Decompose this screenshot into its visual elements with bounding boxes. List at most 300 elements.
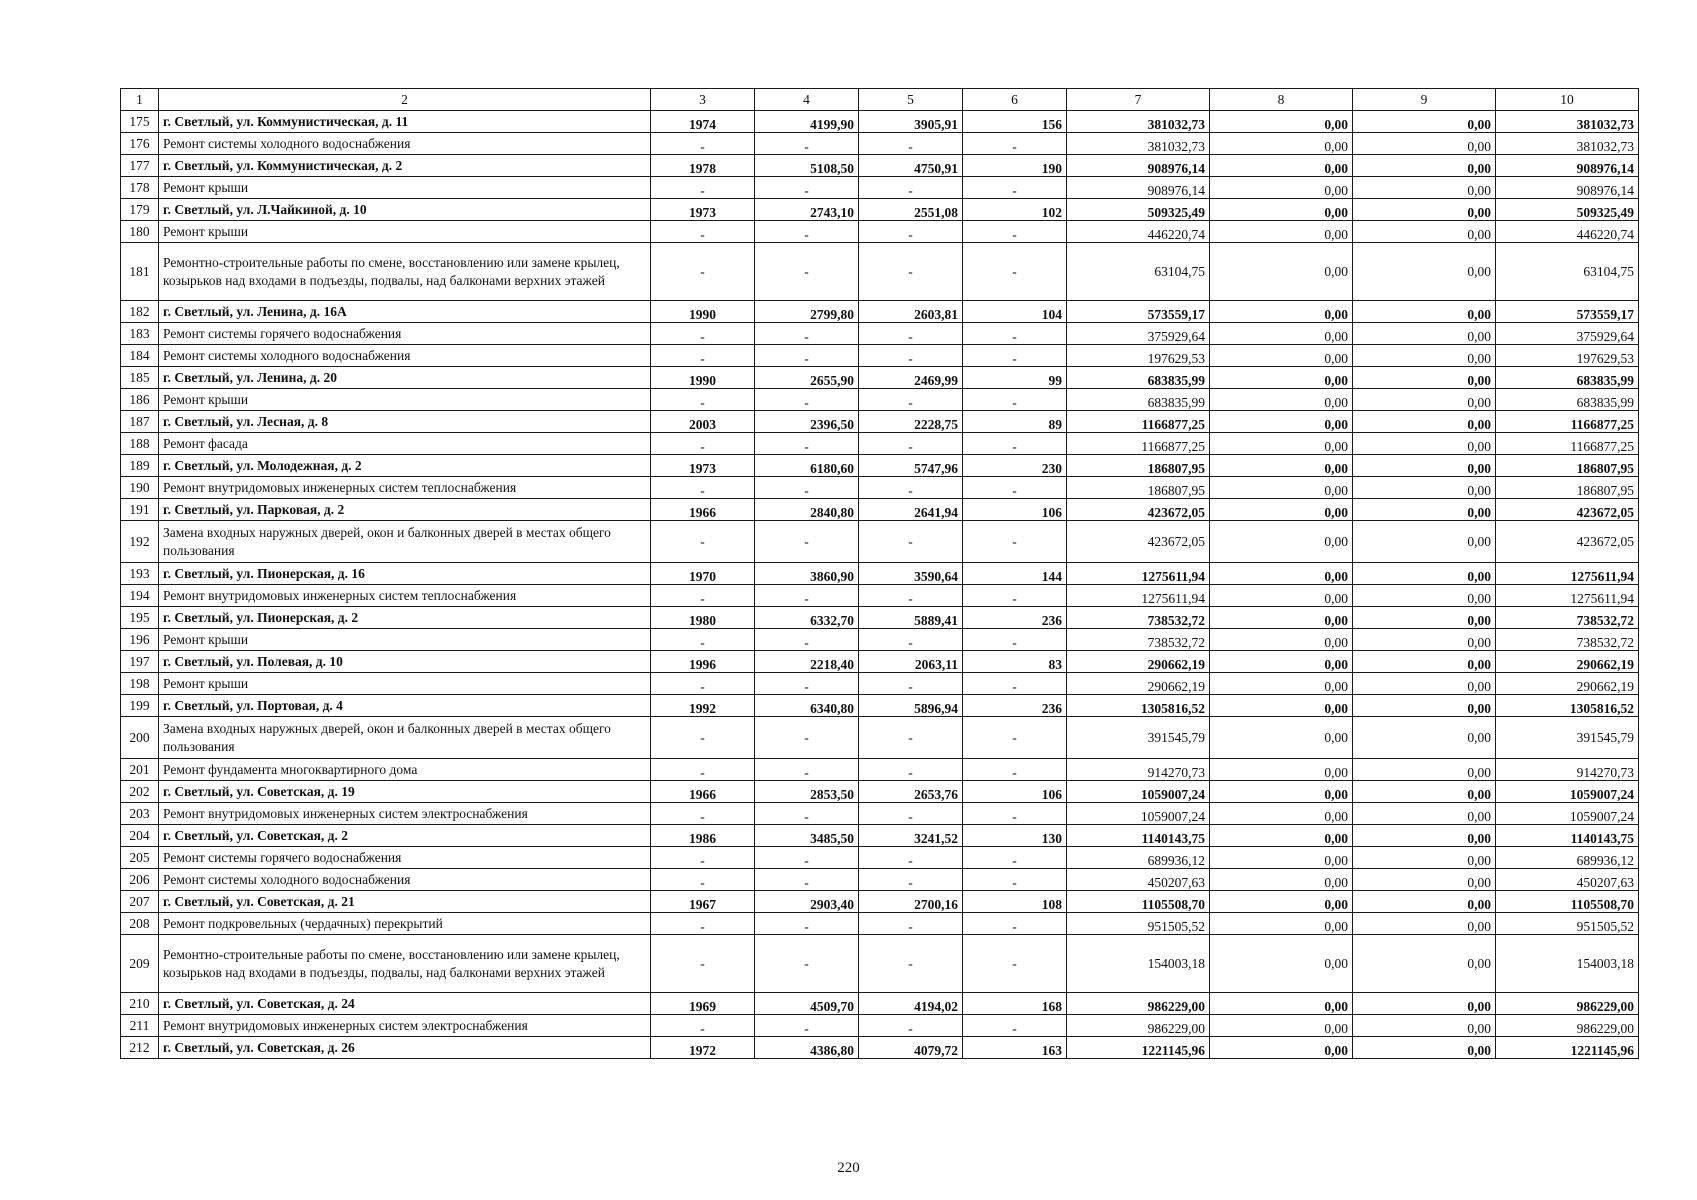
year-cell: -	[651, 477, 755, 499]
col8-value-cell: 0,00	[1210, 455, 1353, 477]
living-area-cell: -	[859, 673, 963, 695]
column-header: 7	[1067, 89, 1210, 111]
row-number: 202	[121, 781, 159, 803]
col8-value-cell: 0,00	[1210, 673, 1353, 695]
row-number: 178	[121, 177, 159, 199]
living-area-cell: 2063,11	[859, 651, 963, 673]
total-cost-cell: 290662,19	[1067, 673, 1210, 695]
row-number: 190	[121, 477, 159, 499]
capital-repair-table	[120, 88, 1639, 1059]
col10-value-cell: 1221145,96	[1496, 1037, 1639, 1059]
row-description: г. Светлый, ул. Л.Чайкиной, д. 10	[159, 199, 651, 221]
year-cell: -	[651, 1015, 755, 1037]
col8-value-cell: 0,00	[1210, 935, 1353, 993]
col9-value-cell: 0,00	[1353, 869, 1496, 891]
column-header: 3	[651, 89, 755, 111]
col8-value-cell: 0,00	[1210, 199, 1353, 221]
table-row	[121, 825, 1639, 847]
col8-value-cell: 0,00	[1210, 563, 1353, 585]
col10-value-cell: 689936,12	[1496, 847, 1639, 869]
table-row	[121, 585, 1639, 607]
table-row	[121, 323, 1639, 345]
table-row	[121, 367, 1639, 389]
col9-value-cell: 0,00	[1353, 717, 1496, 759]
residents-cell: -	[963, 673, 1067, 695]
col8-value-cell: 0,00	[1210, 367, 1353, 389]
living-area-cell: -	[859, 133, 963, 155]
year-cell: 2003	[651, 411, 755, 433]
living-area-cell: 5896,94	[859, 695, 963, 717]
table-row	[121, 499, 1639, 521]
area-cell: 6332,70	[755, 607, 859, 629]
col10-value-cell: 908976,14	[1496, 155, 1639, 177]
residents-cell: 106	[963, 499, 1067, 521]
year-cell: 1972	[651, 1037, 755, 1059]
table-row	[121, 433, 1639, 455]
residents-cell: -	[963, 323, 1067, 345]
col9-value-cell: 0,00	[1353, 825, 1496, 847]
row-description: Замена входных наружных дверей, окон и балконных дверей в местах общего пользования	[159, 717, 651, 759]
row-description: г. Светлый, ул. Лесная, д. 8	[159, 411, 651, 433]
col8-value-cell: 0,00	[1210, 695, 1353, 717]
area-cell: -	[755, 869, 859, 891]
row-number: 194	[121, 585, 159, 607]
living-area-cell: -	[859, 345, 963, 367]
row-description: Ремонт системы горячего водоснабжения	[159, 323, 651, 345]
year-cell: -	[651, 847, 755, 869]
row-number: 208	[121, 913, 159, 935]
col9-value-cell: 0,00	[1353, 673, 1496, 695]
area-cell: 4199,90	[755, 111, 859, 133]
total-cost-cell: 450207,63	[1067, 869, 1210, 891]
living-area-cell: -	[859, 477, 963, 499]
year-cell: 1986	[651, 825, 755, 847]
living-area-cell: 2641,94	[859, 499, 963, 521]
table-row	[121, 221, 1639, 243]
table-row	[121, 389, 1639, 411]
col9-value-cell: 0,00	[1353, 913, 1496, 935]
total-cost-cell: 986229,00	[1067, 993, 1210, 1015]
row-description: Ремонт фундамента многоквартирного дома	[159, 759, 651, 781]
area-cell: 2853,50	[755, 781, 859, 803]
col8-value-cell: 0,00	[1210, 221, 1353, 243]
living-area-cell: -	[859, 243, 963, 301]
col8-value-cell: 0,00	[1210, 717, 1353, 759]
col9-value-cell: 0,00	[1353, 389, 1496, 411]
total-cost-cell: 509325,49	[1067, 199, 1210, 221]
area-cell: -	[755, 803, 859, 825]
area-cell: -	[755, 133, 859, 155]
col10-value-cell: 986229,00	[1496, 1015, 1639, 1037]
year-cell: -	[651, 717, 755, 759]
col9-value-cell: 0,00	[1353, 607, 1496, 629]
row-number: 205	[121, 847, 159, 869]
total-cost-cell: 446220,74	[1067, 221, 1210, 243]
row-number: 181	[121, 243, 159, 301]
row-number: 191	[121, 499, 159, 521]
total-cost-cell: 423672,05	[1067, 521, 1210, 563]
col8-value-cell: 0,00	[1210, 847, 1353, 869]
row-description: Ремонт внутридомовых инженерных систем электроснабжения	[159, 1015, 651, 1037]
total-cost-cell: 1305816,52	[1067, 695, 1210, 717]
col9-value-cell: 0,00	[1353, 455, 1496, 477]
year-cell: -	[651, 759, 755, 781]
area-cell: -	[755, 935, 859, 993]
col9-value-cell: 0,00	[1353, 367, 1496, 389]
living-area-cell: 2228,75	[859, 411, 963, 433]
col10-value-cell: 1305816,52	[1496, 695, 1639, 717]
row-description: Ремонт фасада	[159, 433, 651, 455]
living-area-cell: 3905,91	[859, 111, 963, 133]
col8-value-cell: 0,00	[1210, 869, 1353, 891]
area-cell: 3485,50	[755, 825, 859, 847]
col8-value-cell: 0,00	[1210, 651, 1353, 673]
table-row	[121, 717, 1639, 759]
area-cell: 2799,80	[755, 301, 859, 323]
table-row	[121, 695, 1639, 717]
col9-value-cell: 0,00	[1353, 803, 1496, 825]
col9-value-cell: 0,00	[1353, 411, 1496, 433]
col10-value-cell: 1166877,25	[1496, 433, 1639, 455]
residents-cell: -	[963, 759, 1067, 781]
living-area-cell: -	[859, 585, 963, 607]
area-cell: -	[755, 673, 859, 695]
residents-cell: -	[963, 433, 1067, 455]
col8-value-cell: 0,00	[1210, 499, 1353, 521]
area-cell: 2743,10	[755, 199, 859, 221]
living-area-cell: 3590,64	[859, 563, 963, 585]
row-description: Ремонтно-строительные работы по смене, восстановлению или замене крылец, козырьков над входами в подъезды, подвалы, над балконами верхних этажей	[159, 243, 651, 301]
area-cell: 6340,80	[755, 695, 859, 717]
row-number: 212	[121, 1037, 159, 1059]
column-header: 5	[859, 89, 963, 111]
total-cost-cell: 63104,75	[1067, 243, 1210, 301]
table-row	[121, 891, 1639, 913]
area-cell: -	[755, 759, 859, 781]
table-row	[121, 847, 1639, 869]
row-description: Ремонт крыши	[159, 221, 651, 243]
table-row	[121, 803, 1639, 825]
living-area-cell: -	[859, 759, 963, 781]
row-description: г. Светлый, ул. Полевая, д. 10	[159, 651, 651, 673]
col9-value-cell: 0,00	[1353, 323, 1496, 345]
area-cell: -	[755, 433, 859, 455]
residents-cell: -	[963, 935, 1067, 993]
col9-value-cell: 0,00	[1353, 301, 1496, 323]
table-row	[121, 629, 1639, 651]
row-number: 210	[121, 993, 159, 1015]
col10-value-cell: 63104,75	[1496, 243, 1639, 301]
row-number: 177	[121, 155, 159, 177]
residents-cell: -	[963, 133, 1067, 155]
row-number: 207	[121, 891, 159, 913]
residents-cell: -	[963, 521, 1067, 563]
col10-value-cell: 738532,72	[1496, 629, 1639, 651]
row-number: 209	[121, 935, 159, 993]
year-cell: -	[651, 673, 755, 695]
col8-value-cell: 0,00	[1210, 301, 1353, 323]
row-number: 192	[121, 521, 159, 563]
area-cell: 4509,70	[755, 993, 859, 1015]
living-area-cell: -	[859, 221, 963, 243]
year-cell: 1969	[651, 993, 755, 1015]
row-description: Ремонт крыши	[159, 389, 651, 411]
col10-value-cell: 197629,53	[1496, 345, 1639, 367]
year-cell: -	[651, 345, 755, 367]
year-cell: -	[651, 177, 755, 199]
row-number: 199	[121, 695, 159, 717]
area-cell: -	[755, 717, 859, 759]
residents-cell: -	[963, 717, 1067, 759]
row-number: 211	[121, 1015, 159, 1037]
year-cell: 1970	[651, 563, 755, 585]
col8-value-cell: 0,00	[1210, 521, 1353, 563]
row-description: г. Светлый, ул. Ленина, д. 16А	[159, 301, 651, 323]
row-number: 196	[121, 629, 159, 651]
area-cell: 2218,40	[755, 651, 859, 673]
total-cost-cell: 1140143,75	[1067, 825, 1210, 847]
col9-value-cell: 0,00	[1353, 847, 1496, 869]
table-row	[121, 935, 1639, 993]
col10-value-cell: 154003,18	[1496, 935, 1639, 993]
area-cell: 2396,50	[755, 411, 859, 433]
year-cell: -	[651, 869, 755, 891]
living-area-cell: -	[859, 847, 963, 869]
area-cell: -	[755, 323, 859, 345]
table-row	[121, 455, 1639, 477]
col9-value-cell: 0,00	[1353, 345, 1496, 367]
living-area-cell: -	[859, 913, 963, 935]
col10-value-cell: 186807,95	[1496, 455, 1639, 477]
residents-cell: -	[963, 585, 1067, 607]
row-description: Ремонт подкровельных (чердачных) перекрытий	[159, 913, 651, 935]
year-cell: -	[651, 221, 755, 243]
row-description: г. Светлый, ул. Молодежная, д. 2	[159, 455, 651, 477]
total-cost-cell: 683835,99	[1067, 389, 1210, 411]
header-row	[121, 89, 1639, 111]
year-cell: 1980	[651, 607, 755, 629]
col8-value-cell: 0,00	[1210, 585, 1353, 607]
col9-value-cell: 0,00	[1353, 177, 1496, 199]
row-description: Ремонт крыши	[159, 177, 651, 199]
row-description: г. Светлый, ул. Ленина, д. 20	[159, 367, 651, 389]
living-area-cell: -	[859, 803, 963, 825]
total-cost-cell: 154003,18	[1067, 935, 1210, 993]
col8-value-cell: 0,00	[1210, 177, 1353, 199]
col8-value-cell: 0,00	[1210, 1015, 1353, 1037]
col9-value-cell: 0,00	[1353, 629, 1496, 651]
residents-cell: 106	[963, 781, 1067, 803]
table-row	[121, 111, 1639, 133]
row-number: 203	[121, 803, 159, 825]
residents-cell: -	[963, 869, 1067, 891]
living-area-cell: -	[859, 869, 963, 891]
year-cell: 1973	[651, 199, 755, 221]
total-cost-cell: 1059007,24	[1067, 803, 1210, 825]
living-area-cell: 4194,02	[859, 993, 963, 1015]
col9-value-cell: 0,00	[1353, 759, 1496, 781]
year-cell: 1990	[651, 301, 755, 323]
row-number: 183	[121, 323, 159, 345]
year-cell: 1992	[651, 695, 755, 717]
total-cost-cell: 573559,17	[1067, 301, 1210, 323]
residents-cell: 236	[963, 695, 1067, 717]
year-cell: 1967	[651, 891, 755, 913]
table-row	[121, 913, 1639, 935]
area-cell: -	[755, 177, 859, 199]
table-body	[121, 89, 1639, 1059]
area-cell: 2840,80	[755, 499, 859, 521]
residents-cell: 108	[963, 891, 1067, 913]
residents-cell: 102	[963, 199, 1067, 221]
residents-cell: -	[963, 847, 1067, 869]
year-cell: -	[651, 323, 755, 345]
row-number: 197	[121, 651, 159, 673]
living-area-cell: 5889,41	[859, 607, 963, 629]
total-cost-cell: 1166877,25	[1067, 411, 1210, 433]
area-cell: -	[755, 913, 859, 935]
living-area-cell: 4079,72	[859, 1037, 963, 1059]
table-row	[121, 563, 1639, 585]
year-cell: 1974	[651, 111, 755, 133]
row-number: 180	[121, 221, 159, 243]
total-cost-cell: 986229,00	[1067, 1015, 1210, 1037]
area-cell: -	[755, 585, 859, 607]
col9-value-cell: 0,00	[1353, 433, 1496, 455]
total-cost-cell: 914270,73	[1067, 759, 1210, 781]
column-header: 6	[963, 89, 1067, 111]
col9-value-cell: 0,00	[1353, 993, 1496, 1015]
col9-value-cell: 0,00	[1353, 111, 1496, 133]
living-area-cell: -	[859, 717, 963, 759]
col10-value-cell: 290662,19	[1496, 673, 1639, 695]
table-row	[121, 607, 1639, 629]
row-description: г. Светлый, ул. Советская, д. 24	[159, 993, 651, 1015]
total-cost-cell: 683835,99	[1067, 367, 1210, 389]
table-row	[121, 177, 1639, 199]
col9-value-cell: 0,00	[1353, 695, 1496, 717]
area-cell: -	[755, 389, 859, 411]
row-description: Замена входных наружных дверей, окон и балконных дверей в местах общего пользования	[159, 521, 651, 563]
area-cell: -	[755, 629, 859, 651]
year-cell: -	[651, 913, 755, 935]
col9-value-cell: 0,00	[1353, 499, 1496, 521]
col10-value-cell: 914270,73	[1496, 759, 1639, 781]
total-cost-cell: 1105508,70	[1067, 891, 1210, 913]
table-row	[121, 301, 1639, 323]
residents-cell: -	[963, 221, 1067, 243]
col8-value-cell: 0,00	[1210, 993, 1353, 1015]
row-number: 193	[121, 563, 159, 585]
living-area-cell: -	[859, 935, 963, 993]
col10-value-cell: 446220,74	[1496, 221, 1639, 243]
col9-value-cell: 0,00	[1353, 199, 1496, 221]
row-number: 189	[121, 455, 159, 477]
residents-cell: -	[963, 629, 1067, 651]
col9-value-cell: 0,00	[1353, 935, 1496, 993]
year-cell: -	[651, 389, 755, 411]
year-cell: -	[651, 585, 755, 607]
col10-value-cell: 423672,05	[1496, 521, 1639, 563]
row-number: 201	[121, 759, 159, 781]
residents-cell: -	[963, 803, 1067, 825]
table-row	[121, 673, 1639, 695]
row-number: 188	[121, 433, 159, 455]
row-description: Ремонт внутридомовых инженерных систем теплоснабжения	[159, 477, 651, 499]
total-cost-cell: 1275611,94	[1067, 563, 1210, 585]
year-cell: -	[651, 935, 755, 993]
total-cost-cell: 1166877,25	[1067, 433, 1210, 455]
living-area-cell: -	[859, 629, 963, 651]
row-number: 195	[121, 607, 159, 629]
row-description: г. Светлый, ул. Коммунистическая, д. 11	[159, 111, 651, 133]
year-cell: -	[651, 433, 755, 455]
year-cell: 1973	[651, 455, 755, 477]
area-cell: -	[755, 477, 859, 499]
column-header: 1	[121, 89, 159, 111]
col8-value-cell: 0,00	[1210, 891, 1353, 913]
row-number: 198	[121, 673, 159, 695]
table-row	[121, 1015, 1639, 1037]
col10-value-cell: 986229,00	[1496, 993, 1639, 1015]
col8-value-cell: 0,00	[1210, 155, 1353, 177]
residents-cell: -	[963, 913, 1067, 935]
row-description: Ремонт крыши	[159, 629, 651, 651]
col8-value-cell: 0,00	[1210, 913, 1353, 935]
col8-value-cell: 0,00	[1210, 323, 1353, 345]
total-cost-cell: 738532,72	[1067, 629, 1210, 651]
row-description: Ремонт внутридомовых инженерных систем теплоснабжения	[159, 585, 651, 607]
year-cell: -	[651, 133, 755, 155]
col9-value-cell: 0,00	[1353, 563, 1496, 585]
residents-cell: 99	[963, 367, 1067, 389]
row-description: г. Светлый, ул. Пионерская, д. 2	[159, 607, 651, 629]
row-number: 185	[121, 367, 159, 389]
col9-value-cell: 0,00	[1353, 891, 1496, 913]
year-cell: -	[651, 521, 755, 563]
table-row	[121, 781, 1639, 803]
col8-value-cell: 0,00	[1210, 111, 1353, 133]
living-area-cell: -	[859, 521, 963, 563]
table-row	[121, 199, 1639, 221]
row-description: г. Светлый, ул. Портовая, д. 4	[159, 695, 651, 717]
residents-cell: 83	[963, 651, 1067, 673]
table-row	[121, 133, 1639, 155]
col9-value-cell: 0,00	[1353, 521, 1496, 563]
area-cell: -	[755, 1015, 859, 1037]
col8-value-cell: 0,00	[1210, 629, 1353, 651]
year-cell: 1966	[651, 781, 755, 803]
col10-value-cell: 1275611,94	[1496, 585, 1639, 607]
col8-value-cell: 0,00	[1210, 781, 1353, 803]
area-cell: -	[755, 243, 859, 301]
living-area-cell: -	[859, 177, 963, 199]
residents-cell: -	[963, 345, 1067, 367]
row-number: 186	[121, 389, 159, 411]
row-number: 187	[121, 411, 159, 433]
row-description: Ремонт системы горячего водоснабжения	[159, 847, 651, 869]
col10-value-cell: 1166877,25	[1496, 411, 1639, 433]
total-cost-cell: 908976,14	[1067, 155, 1210, 177]
living-area-cell: 4750,91	[859, 155, 963, 177]
col8-value-cell: 0,00	[1210, 759, 1353, 781]
residents-cell: 89	[963, 411, 1067, 433]
row-number: 206	[121, 869, 159, 891]
col9-value-cell: 0,00	[1353, 243, 1496, 301]
column-header: 9	[1353, 89, 1496, 111]
col9-value-cell: 0,00	[1353, 781, 1496, 803]
column-header: 8	[1210, 89, 1353, 111]
